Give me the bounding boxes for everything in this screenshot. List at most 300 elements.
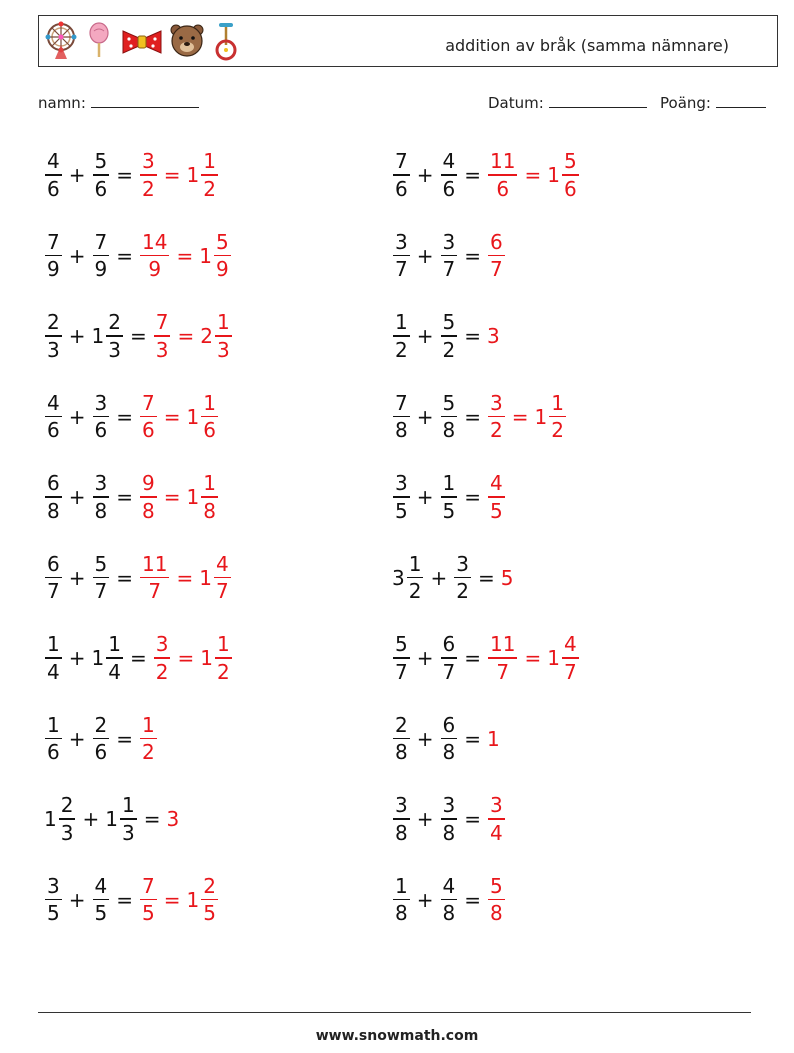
name-blank bbox=[91, 93, 199, 108]
fraction-bar bbox=[201, 174, 218, 176]
problem-row bbox=[392, 387, 567, 447]
fraction-bar bbox=[93, 496, 110, 498]
answer-equals-sign: = bbox=[163, 404, 181, 429]
numerator: 1 bbox=[47, 712, 60, 737]
number-term bbox=[92, 473, 111, 521]
fraction-bar bbox=[441, 496, 458, 498]
fraction-bar bbox=[93, 577, 110, 579]
fraction bbox=[488, 473, 505, 521]
number-term bbox=[392, 312, 411, 360]
fraction bbox=[120, 795, 137, 843]
numerator: 4 bbox=[442, 149, 456, 174]
number-term bbox=[392, 229, 411, 282]
equals-sign: = bbox=[464, 646, 481, 670]
numerator: 6 bbox=[442, 712, 456, 737]
answer-equals-sign: = bbox=[176, 243, 194, 268]
plus-sign: + bbox=[68, 324, 86, 348]
equals-sign: = bbox=[464, 324, 481, 348]
number-term bbox=[487, 795, 506, 843]
denominator: 6 bbox=[47, 176, 60, 201]
answer bbox=[139, 229, 232, 282]
numerator: 5 bbox=[215, 229, 229, 254]
denominator: 8 bbox=[94, 498, 108, 523]
fraction bbox=[214, 229, 231, 282]
fraction-bar bbox=[393, 496, 410, 498]
fraction bbox=[441, 390, 458, 443]
numerator: 4 bbox=[490, 471, 503, 496]
fraction bbox=[441, 151, 458, 199]
numerator: 7 bbox=[142, 390, 155, 415]
problem-row bbox=[392, 789, 506, 849]
equals-sign: = bbox=[116, 485, 133, 509]
number-term bbox=[392, 551, 424, 604]
fraction-bar bbox=[393, 738, 410, 740]
number-term bbox=[187, 151, 219, 199]
fraction-bar bbox=[120, 818, 137, 820]
fraction-bar bbox=[488, 899, 505, 901]
fraction-bar bbox=[393, 255, 410, 257]
number-term bbox=[92, 229, 111, 282]
fraction bbox=[201, 151, 218, 199]
denominator: 2 bbox=[142, 740, 155, 765]
fraction-bar bbox=[45, 577, 62, 579]
equals-sign: = bbox=[129, 646, 147, 670]
answer-equals-sign: = bbox=[176, 565, 194, 590]
number-term bbox=[92, 312, 124, 360]
numerator: 3 bbox=[490, 793, 503, 818]
denominator: 4 bbox=[108, 659, 121, 684]
footer-divider bbox=[38, 1012, 751, 1013]
number-term bbox=[92, 873, 111, 926]
fraction bbox=[154, 634, 171, 682]
problem-row bbox=[392, 548, 514, 608]
whole-number: 1 bbox=[487, 726, 500, 751]
number-term bbox=[487, 473, 506, 521]
fraction bbox=[45, 873, 62, 926]
numerator: 6 bbox=[47, 551, 60, 576]
fraction bbox=[488, 873, 505, 926]
denominator: 6 bbox=[142, 418, 155, 443]
number-term bbox=[187, 473, 219, 521]
problem-row bbox=[392, 870, 506, 930]
numerator: 3 bbox=[155, 632, 169, 657]
problem-row bbox=[44, 548, 232, 608]
plus-sign: + bbox=[68, 565, 86, 590]
number-term bbox=[44, 634, 63, 682]
plus-sign: + bbox=[416, 807, 434, 831]
plus-sign: + bbox=[68, 404, 86, 429]
fraction-bar bbox=[488, 416, 505, 418]
numerator: 1 bbox=[203, 149, 216, 174]
equals-sign: = bbox=[116, 726, 133, 751]
denominator: 8 bbox=[442, 740, 456, 765]
fraction bbox=[441, 229, 458, 282]
answer bbox=[139, 390, 219, 443]
denominator: 8 bbox=[442, 901, 456, 926]
cotton-candy-icon bbox=[83, 21, 115, 61]
equals-sign: = bbox=[116, 565, 133, 590]
fraction-bar bbox=[93, 899, 110, 901]
fraction bbox=[45, 634, 62, 682]
fraction-bar bbox=[215, 335, 232, 337]
worksheet-header bbox=[38, 15, 778, 67]
fraction-bar bbox=[393, 657, 410, 659]
number-term bbox=[392, 712, 411, 765]
number-term bbox=[440, 151, 459, 199]
whole-number: 1 bbox=[534, 404, 548, 429]
number-term bbox=[139, 151, 158, 199]
plus-sign: + bbox=[68, 485, 86, 509]
equals-sign: = bbox=[116, 163, 133, 187]
denominator: 8 bbox=[47, 498, 60, 523]
number-term bbox=[392, 473, 411, 521]
fraction bbox=[393, 634, 410, 682]
numerator: 4 bbox=[94, 873, 108, 898]
answer bbox=[139, 473, 219, 521]
numerator: 3 bbox=[47, 873, 60, 898]
problem-row bbox=[44, 226, 232, 286]
answer-equals-sign: = bbox=[163, 163, 181, 187]
number-term bbox=[440, 473, 459, 521]
fraction-bar bbox=[441, 255, 458, 257]
denominator: 7 bbox=[47, 579, 60, 604]
fraction-bar bbox=[441, 818, 458, 820]
number-term bbox=[44, 312, 63, 360]
numerator: 5 bbox=[94, 551, 108, 576]
denominator: 8 bbox=[490, 901, 503, 926]
numerator: 3 bbox=[395, 793, 408, 818]
denominator: 2 bbox=[408, 579, 422, 604]
numerator: 4 bbox=[47, 390, 60, 415]
denominator: 5 bbox=[395, 498, 408, 523]
number-term bbox=[44, 473, 63, 521]
number-term bbox=[440, 229, 459, 282]
denominator: 6 bbox=[47, 418, 60, 443]
numerator: 7 bbox=[395, 149, 408, 174]
numerator: 4 bbox=[442, 873, 456, 898]
numerator: 7 bbox=[395, 390, 408, 415]
denominator: 3 bbox=[155, 337, 169, 362]
whole-number: 2 bbox=[200, 324, 213, 348]
fraction-bar bbox=[45, 255, 62, 257]
number-term bbox=[153, 312, 172, 360]
numerator: 2 bbox=[395, 712, 408, 737]
fraction-bar bbox=[45, 335, 62, 337]
numerator: 1 bbox=[395, 873, 408, 898]
numerator: 4 bbox=[563, 632, 577, 657]
fraction bbox=[393, 873, 410, 926]
numerator: 3 bbox=[442, 793, 456, 818]
denominator: 2 bbox=[203, 176, 216, 201]
whole-number: 1 bbox=[91, 324, 105, 348]
fraction bbox=[106, 312, 123, 360]
numerator: 3 bbox=[94, 471, 108, 496]
denominator: 3 bbox=[121, 820, 135, 845]
number-term bbox=[92, 390, 111, 443]
problem-row bbox=[44, 387, 219, 447]
number-term bbox=[44, 390, 63, 443]
answer bbox=[487, 795, 506, 843]
fraction bbox=[488, 151, 517, 199]
fraction-bar bbox=[106, 657, 123, 659]
denominator: 4 bbox=[490, 820, 503, 845]
fraction bbox=[454, 551, 471, 604]
problem-row bbox=[392, 306, 501, 366]
fraction-bar bbox=[393, 416, 410, 418]
fraction-bar bbox=[140, 496, 157, 498]
number-term bbox=[453, 551, 472, 604]
denominator: 3 bbox=[47, 337, 60, 362]
numerator: 5 bbox=[442, 390, 456, 415]
numerator: 2 bbox=[108, 310, 121, 335]
numerator: 4 bbox=[215, 551, 229, 576]
number-term bbox=[44, 229, 63, 282]
number-term bbox=[200, 634, 232, 682]
fraction-bar bbox=[441, 174, 458, 176]
fraction-bar bbox=[488, 818, 505, 820]
fraction bbox=[393, 229, 410, 282]
answer-equals-sign: = bbox=[511, 404, 529, 429]
fraction bbox=[441, 473, 458, 521]
numerator: 1 bbox=[216, 632, 230, 657]
numerator: 1 bbox=[142, 712, 155, 737]
fraction-bar bbox=[407, 577, 424, 579]
denominator: 8 bbox=[395, 820, 408, 845]
number-term bbox=[186, 873, 219, 926]
equals-sign: = bbox=[477, 565, 495, 590]
fraction-bar bbox=[106, 335, 123, 337]
fraction bbox=[154, 312, 171, 360]
fraction-bar bbox=[45, 416, 62, 418]
answer-equals-sign: = bbox=[177, 324, 195, 348]
numerator: 3 bbox=[395, 471, 408, 496]
whole-number: 1 bbox=[91, 646, 105, 670]
answer-equals-sign: = bbox=[524, 646, 542, 670]
fraction bbox=[140, 551, 169, 604]
denominator: 7 bbox=[148, 579, 162, 604]
denominator: 7 bbox=[215, 579, 229, 604]
fraction bbox=[59, 795, 76, 843]
fraction bbox=[441, 873, 458, 926]
plus-sign: + bbox=[416, 243, 434, 268]
numerator: 6 bbox=[47, 471, 60, 496]
fraction bbox=[393, 390, 410, 443]
answer bbox=[166, 807, 180, 831]
denominator: 9 bbox=[148, 257, 162, 282]
fraction bbox=[393, 473, 410, 521]
number-term bbox=[487, 634, 518, 682]
plus-sign: + bbox=[82, 807, 100, 831]
problem-row bbox=[44, 789, 180, 849]
unicycle-icon bbox=[211, 21, 241, 61]
numerator: 7 bbox=[47, 229, 60, 254]
plus-sign: + bbox=[416, 485, 434, 509]
answer bbox=[153, 634, 233, 682]
denominator: 6 bbox=[94, 740, 108, 765]
fraction bbox=[93, 473, 110, 521]
whole-number: 3 bbox=[392, 565, 405, 590]
fraction-bar bbox=[93, 255, 110, 257]
numerator: 7 bbox=[94, 229, 108, 254]
ferris-wheel-icon bbox=[45, 21, 77, 61]
fraction-bar bbox=[562, 657, 579, 659]
denominator: 9 bbox=[215, 257, 229, 282]
denominator: 2 bbox=[490, 418, 503, 443]
whole-number: 1 bbox=[200, 646, 213, 670]
plus-sign: + bbox=[68, 243, 86, 268]
fraction bbox=[215, 634, 232, 682]
whole-number: 1 bbox=[105, 807, 118, 831]
denominator: 8 bbox=[395, 740, 408, 765]
denominator: 2 bbox=[216, 659, 230, 684]
plus-sign: + bbox=[416, 404, 434, 429]
answer bbox=[139, 712, 158, 765]
fraction-bar bbox=[140, 738, 157, 740]
fraction-bar bbox=[93, 738, 110, 740]
plus-sign: + bbox=[416, 887, 434, 912]
fraction bbox=[140, 390, 157, 443]
plus-sign: + bbox=[416, 726, 434, 751]
fraction-bar bbox=[441, 335, 458, 337]
number-term bbox=[139, 551, 170, 604]
equals-sign: = bbox=[116, 404, 133, 429]
number-term bbox=[105, 795, 137, 843]
denominator: 2 bbox=[155, 659, 169, 684]
fraction bbox=[488, 390, 505, 443]
denominator: 2 bbox=[395, 337, 408, 362]
fraction bbox=[549, 390, 566, 443]
whole-number: 1 bbox=[186, 163, 200, 187]
fraction bbox=[393, 795, 410, 843]
fraction bbox=[441, 712, 458, 765]
fraction-bar bbox=[154, 335, 171, 337]
denominator: 9 bbox=[94, 257, 108, 282]
denominator: 6 bbox=[563, 176, 577, 201]
numerator: 2 bbox=[60, 793, 74, 818]
fraction-bar bbox=[140, 899, 157, 901]
whole-number: 1 bbox=[44, 807, 57, 831]
whole-number: 1 bbox=[547, 163, 560, 187]
problem-row bbox=[392, 145, 580, 205]
plus-sign: + bbox=[416, 324, 434, 348]
fraction bbox=[488, 634, 517, 682]
score-blank bbox=[716, 93, 766, 108]
name-field bbox=[38, 93, 199, 112]
equals-sign: = bbox=[464, 726, 481, 751]
whole-number: 1 bbox=[199, 565, 212, 590]
numerator: 3 bbox=[456, 551, 469, 576]
numerator: 3 bbox=[490, 390, 503, 415]
denominator: 6 bbox=[203, 418, 216, 443]
problem-row bbox=[392, 709, 501, 769]
number-term bbox=[139, 390, 158, 443]
equals-sign: = bbox=[464, 485, 481, 509]
fraction bbox=[201, 390, 218, 443]
whole-number: 3 bbox=[487, 324, 500, 348]
denominator: 2 bbox=[142, 176, 155, 201]
fraction bbox=[45, 151, 62, 199]
fraction bbox=[140, 473, 157, 521]
denominator: 2 bbox=[551, 418, 564, 443]
numerator: 11 bbox=[490, 632, 516, 657]
whole-number: 5 bbox=[500, 565, 514, 590]
fraction-bar bbox=[45, 174, 62, 176]
fraction bbox=[488, 795, 505, 843]
whole-number: 1 bbox=[186, 485, 200, 509]
fraction-bar bbox=[441, 738, 458, 740]
denominator: 3 bbox=[216, 337, 230, 362]
bow-tie-icon bbox=[121, 21, 163, 61]
answer bbox=[139, 873, 219, 926]
problem-row bbox=[44, 870, 219, 930]
number-term bbox=[487, 151, 518, 199]
number-term bbox=[440, 873, 459, 926]
whole-number: 1 bbox=[186, 404, 200, 429]
fraction bbox=[45, 551, 62, 604]
problem-row bbox=[392, 467, 506, 527]
numerator: 7 bbox=[155, 310, 169, 335]
fraction bbox=[201, 873, 218, 926]
denominator: 3 bbox=[60, 820, 74, 845]
numerator: 1 bbox=[203, 390, 216, 415]
denominator: 5 bbox=[490, 498, 503, 523]
number-term bbox=[186, 390, 219, 443]
numerator: 2 bbox=[94, 712, 108, 737]
fraction bbox=[93, 873, 110, 926]
denominator: 6 bbox=[94, 176, 108, 201]
number-term bbox=[44, 712, 63, 765]
answer bbox=[487, 324, 501, 348]
denominator: 7 bbox=[395, 659, 408, 684]
fraction-bar bbox=[393, 335, 410, 337]
numerator: 3 bbox=[142, 149, 155, 174]
equals-sign: = bbox=[116, 887, 133, 912]
answer bbox=[487, 727, 501, 751]
denominator: 7 bbox=[442, 659, 456, 684]
numerator: 5 bbox=[442, 310, 456, 335]
number-term bbox=[487, 229, 506, 282]
plus-sign: + bbox=[430, 565, 448, 590]
denominator: 8 bbox=[395, 901, 408, 926]
fraction-bar bbox=[140, 577, 169, 579]
number-term bbox=[440, 634, 459, 682]
problem-row bbox=[44, 467, 219, 527]
answer bbox=[487, 634, 580, 682]
fraction-bar bbox=[454, 577, 471, 579]
whole-number: 1 bbox=[547, 646, 560, 670]
number-term bbox=[440, 712, 459, 765]
number-term bbox=[139, 873, 158, 926]
number-term bbox=[44, 551, 63, 604]
numerator: 1 bbox=[442, 471, 456, 496]
answer bbox=[487, 151, 580, 199]
equals-sign: = bbox=[143, 807, 161, 831]
fraction bbox=[488, 229, 505, 282]
number-term bbox=[440, 390, 459, 443]
denominator: 6 bbox=[395, 176, 408, 201]
equals-sign: = bbox=[464, 404, 481, 429]
number-term bbox=[92, 151, 111, 199]
number-term bbox=[487, 727, 501, 751]
fraction bbox=[441, 634, 458, 682]
equals-sign: = bbox=[116, 243, 133, 268]
number-term bbox=[392, 795, 411, 843]
numerator: 2 bbox=[203, 873, 216, 898]
fraction bbox=[45, 312, 62, 360]
denominator: 9 bbox=[47, 257, 60, 282]
fraction-bar bbox=[93, 416, 110, 418]
fraction bbox=[106, 634, 123, 682]
